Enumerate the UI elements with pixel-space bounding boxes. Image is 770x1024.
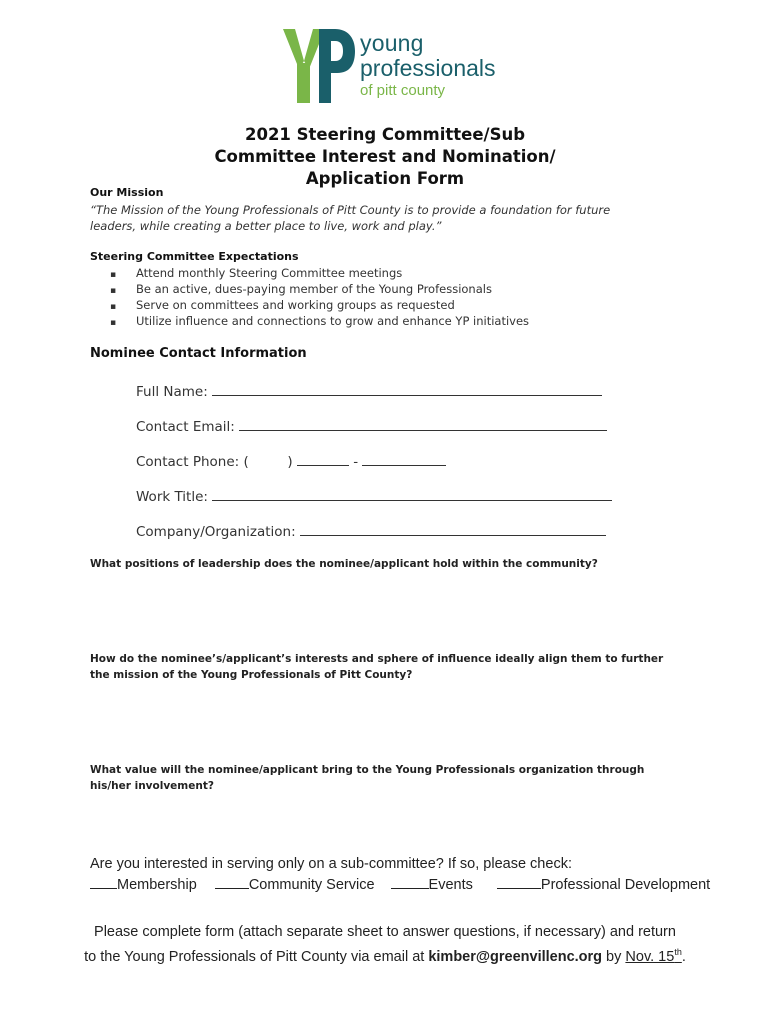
logo-line-young: young: [360, 30, 424, 56]
list-item: [110, 265, 529, 281]
footer-by: by: [602, 948, 626, 965]
email-label: Contact Email:: [136, 419, 235, 435]
email-row: [136, 416, 607, 435]
logo-line-of-pitt-county: of pitt county: [360, 82, 446, 99]
deadline: [625, 949, 681, 965]
phone-prefix-field[interactable]: [297, 451, 349, 466]
phone-dash: -: [353, 454, 359, 470]
list-item: [110, 297, 529, 313]
list-item: [110, 313, 529, 329]
membership-checkbox[interactable]: [90, 875, 117, 889]
events-checkbox[interactable]: [391, 875, 429, 889]
work-title-row: [136, 486, 612, 505]
list-item-text: Serve on committees and working groups as requested: [136, 298, 455, 312]
list-item-text: Be an active, dues-paying member of the Young Professionals: [136, 282, 492, 296]
nominee-heading: Nominee Contact Information: [90, 346, 307, 361]
email-field[interactable]: [239, 416, 607, 431]
community-service-checkbox[interactable]: [215, 875, 249, 889]
logo-wordmark: [360, 32, 496, 98]
option-events: Events: [428, 877, 473, 893]
footer-line-2-text: to the Young Professionals of Pitt County via email at: [84, 948, 429, 965]
list-item: [110, 281, 529, 297]
bullet-icon: ▪: [110, 302, 117, 312]
question-leadership: What positions of leadership does the nominee/applicant hold within the community?: [90, 558, 598, 570]
yp-logo-mark: [283, 25, 355, 105]
footer-period: .: [681, 948, 686, 965]
subcommittee-prompt: Are you interested in serving only on a sub-committee? If so, please check:: [90, 856, 572, 872]
logo-p: [319, 29, 355, 103]
bullet-icon: ▪: [110, 286, 117, 296]
bullet-icon: ▪: [110, 318, 117, 328]
option-membership: Membership: [117, 877, 197, 893]
option-community-service: Community Service: [248, 877, 375, 893]
subcommittee-options: [90, 875, 710, 893]
title-line-3: Application Form: [305, 169, 465, 188]
contact-email-link[interactable]: kimber@greenvillenc.org: [428, 948, 603, 965]
deadline-suffix: th: [674, 947, 682, 957]
company-field[interactable]: [300, 521, 606, 536]
title-line-1: 2021 Steering Committee/Sub: [244, 125, 526, 144]
full-name-row: [136, 381, 602, 400]
full-name-field[interactable]: [212, 381, 602, 396]
company-label: Company/Organization:: [136, 524, 296, 540]
question-interests: How do the nominee’s/applicant’s interests and sphere of influence ideally align them to further the mission of the Young Professionals of Pitt County?: [90, 653, 664, 681]
mission-text: “The Mission of the Young Professionals of Pitt County is to provide a foundation for future leaders, while creating a better place to live, work and play.”: [90, 203, 611, 233]
footer-line-1: Please complete form (attach separate sheet to answer questions, if necessary) and return: [94, 924, 676, 940]
bullet-icon: ▪: [110, 270, 117, 280]
phone-label: Contact Phone: (: [136, 454, 249, 470]
footer-instructions: [60, 922, 710, 967]
mission-label: Our Mission: [90, 186, 164, 199]
list-item-text: Attend monthly Steering Committee meetings: [136, 266, 403, 280]
full-name-label: Full Name:: [136, 384, 208, 400]
title-line-2: Committee Interest and Nomination/: [214, 147, 556, 166]
deadline-text: Nov. 15: [625, 948, 675, 965]
expectations-list: [110, 265, 529, 329]
footer-line-2: [60, 942, 710, 967]
phone-line-field[interactable]: [362, 451, 446, 466]
work-title-field[interactable]: [212, 486, 612, 501]
question-value: What value will the nominee/applicant bring to the Young Professionals organization through his/her involvement?: [90, 764, 645, 792]
phone-paren-close: ): [287, 454, 293, 470]
professional-development-checkbox[interactable]: [497, 875, 541, 889]
option-professional-development: Professional Development: [540, 877, 711, 893]
expectations-label: Steering Committee Expectations: [90, 250, 299, 263]
list-item-text: Utilize influence and connections to grow and enhance YP initiatives: [136, 314, 530, 328]
logo-y-stem: [297, 63, 310, 103]
work-title-label: Work Title:: [136, 489, 208, 505]
logo-line-professionals: professionals: [360, 55, 496, 81]
phone-row: [136, 451, 446, 470]
company-row: [136, 521, 606, 540]
page-title: [140, 124, 630, 190]
